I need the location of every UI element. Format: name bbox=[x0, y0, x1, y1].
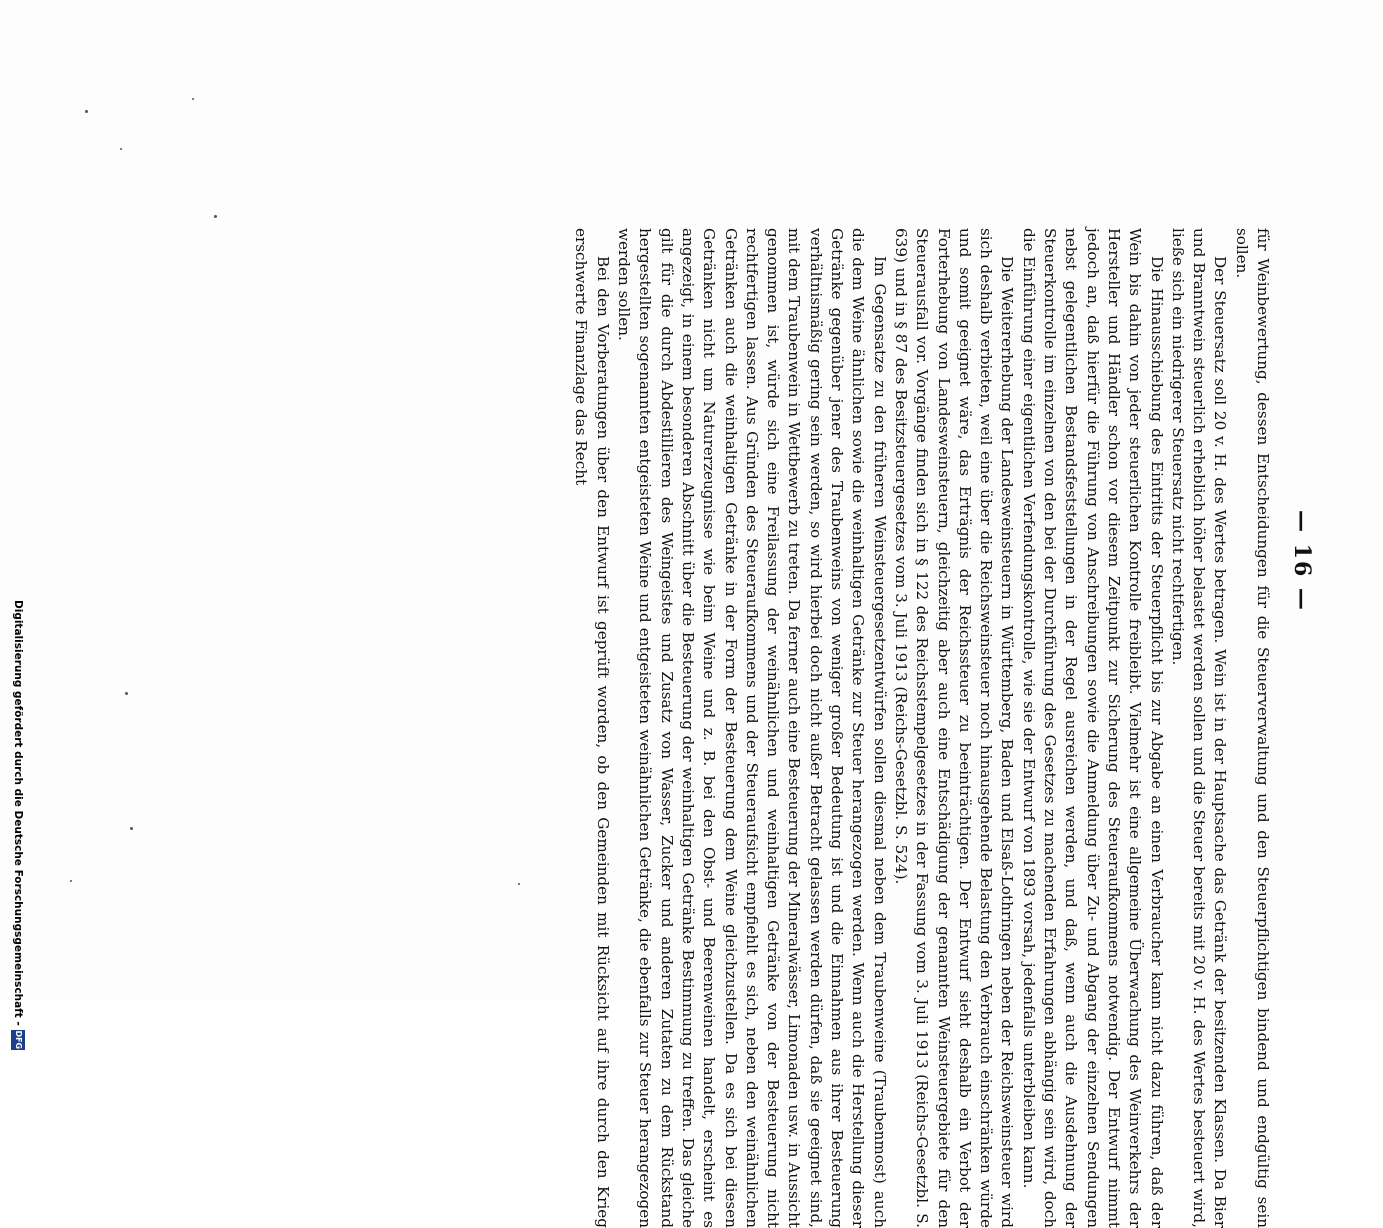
dfg-logo-icon: DFG bbox=[11, 1030, 25, 1050]
scan-speck bbox=[125, 692, 128, 695]
digitization-credit bbox=[11, 600, 25, 1050]
scan-speck bbox=[70, 880, 72, 882]
paragraph: Die Hinausschiebung des Eintritts der Steuerpflicht bis zur Abgabe an einen Verbraucher kann nicht dazu führen, daß der Wein bis dahin von jeder steuerlichen Kontrolle freibleibt. Vielmehr ist eine allgemeine Überwachung des Weinverkehrs der Hersteller und Händler schon vor diesem Zeitpunkt zur Sicherung des Steueraufkommens notwendig. Der Entwurf nimmt jedoch an, daß hierfür die Führung von Anschreibungen sowie die Anmeldung über Zu- und Abgang der einzelnen Sendungen nebst gelegentlichen Bestandsfeststellungen in der Regel ausreichen werden, und daß, wenn auch die Ausdehnung der Steuerkontrolle im einzelnen von den bei der Durchführung des Gesetzes zu machenden Erfahrungen abhängig sein wird, doch die Einführung einer eigentlichen Verfendungskontrolle, wie sie der Entwurf von 1893 vorsah, jedenfalls unterbleiben kann. bbox=[1019, 228, 1166, 1228]
scan-speck bbox=[192, 98, 194, 100]
credit-text: Digitalisierung gefördert durch die Deutsche Forschungsgemeinschaft - bbox=[12, 600, 24, 1026]
scan-speck bbox=[214, 215, 217, 218]
scan-speck bbox=[130, 827, 133, 830]
scan-speck bbox=[120, 148, 122, 150]
scan-speck bbox=[518, 883, 520, 885]
paragraph: für Weinbewertung, dessen Entscheidungen für die Steuerverwaltung und den Steuerpflichtigen bindend und endgültig sein sollen. bbox=[1232, 228, 1272, 1228]
paragraph: Im Gegensatze zu den früheren Weinsteuergesetzentwürfen sollen diesmal neben dem Traubenweine (Traubenmost) auch die dem Weine ähnlichen sowie die weinhaltigen Getränke zur Steuer herangezogen werden. Wenn auch die Herstellung dieser Getränke gegenüber jener des Traubenweins von weniger großer Bedeutung ist und die Einnahmen aus ihrer Besteuerung verhältnismäßig gering sein werden, so wird hierbei doch nicht außer Betracht gelassen werden dürfen, daß sie geeignet sind, mit dem Traubenwein in Wettbewerb zu treten. Da ferner auch eine Besteuerung der Mineralwässer, Limonaden usw. in Aussicht genommen ist, würde sich eine Freilassung der weinähnlichen und weinhaltigen Getränke von der Besteuerung nicht rechtfertigen lassen. Aus Gründen des Steueraufkommens und der Steueraufsicht empfiehlt es sich, neben den weinähnlichen Getränken auch die weinhaltigen Getränke in der Form der Besteuerung dem Weine gleichzustellen. Da es sich bei diesen Getränken nicht um Naturerzeugnisse wie beim Weine und z. B. bei den Obst- und Beerenweinen handelt, erscheint es angezeigt, in einem besonderen Abschnitt über die Besteuerung der weinhaltigen Getränke Bestimmung zu treffen. Das gleiche gilt für die durch Abdestillieren des Weingeistes und Zusatz von Wasser, Zucker und anderen Zutaten zu dem Rückstand hergestellten sogenannten entgeisteten Weine und entgeisteten weinähnlichen Getränke, die ebenfalls zur Steuer herangezogen werden sollen. bbox=[615, 228, 889, 1228]
paragraph: Der Steuersatz soll 20 v. H. des Wertes betragen. Wein ist in der Hauptsache das Getränk der besitzenden Klassen. Da Bier und Branntwein steuerlich erheblich höher belastet werden sollen und die Steuer bereits mit 20 v. H. des Wertes besteuert wird, ließe sich ein niedrigerer Steuersatz nicht rechtfertigen. bbox=[1168, 228, 1230, 1228]
scan-speck bbox=[85, 110, 88, 113]
page-number: — 16 — bbox=[1289, 510, 1315, 612]
body-text bbox=[570, 228, 1273, 1228]
paragraph: Die Weitererhebung der Landesweinsteuern in Württemberg, Baden und Elsaß-Lothringen neben der Reichsweinsteuer wird sich deshalb verbieten, weil eine über die Reichsweinsteuer noch hinausgehende Belastung den Verbrauch einschränken würde und somit geeignet wäre, das Erträgnis der Reichssteuer zu beeinträchtigen. Der Entwurf sieht deshalb ein Verbot der Forterhebung von Landesweinsteuern, gleichzeitig aber auch eine Entschädigung der genannten Weinsteuergebiete für den Steuerausfall vor. Vorgänge finden sich in § 122 des Reichsstempelgesetzes in der Fassung vom 3. Juli 1913 (Reichs-Gesetzbl. S. 639) und in § 87 des Besitzsteuergesetzes vom 3. Juli 1913 (Reichs-Gesetzbl. S. 524). bbox=[891, 228, 1017, 1228]
paragraph: Bei den Vorberatungen über den Entwurf ist geprüft worden, ob den Gemeinden mit Rücksicht auf ihre durch den Krieg erschwerte Finanzlage das Recht bbox=[572, 228, 612, 1228]
